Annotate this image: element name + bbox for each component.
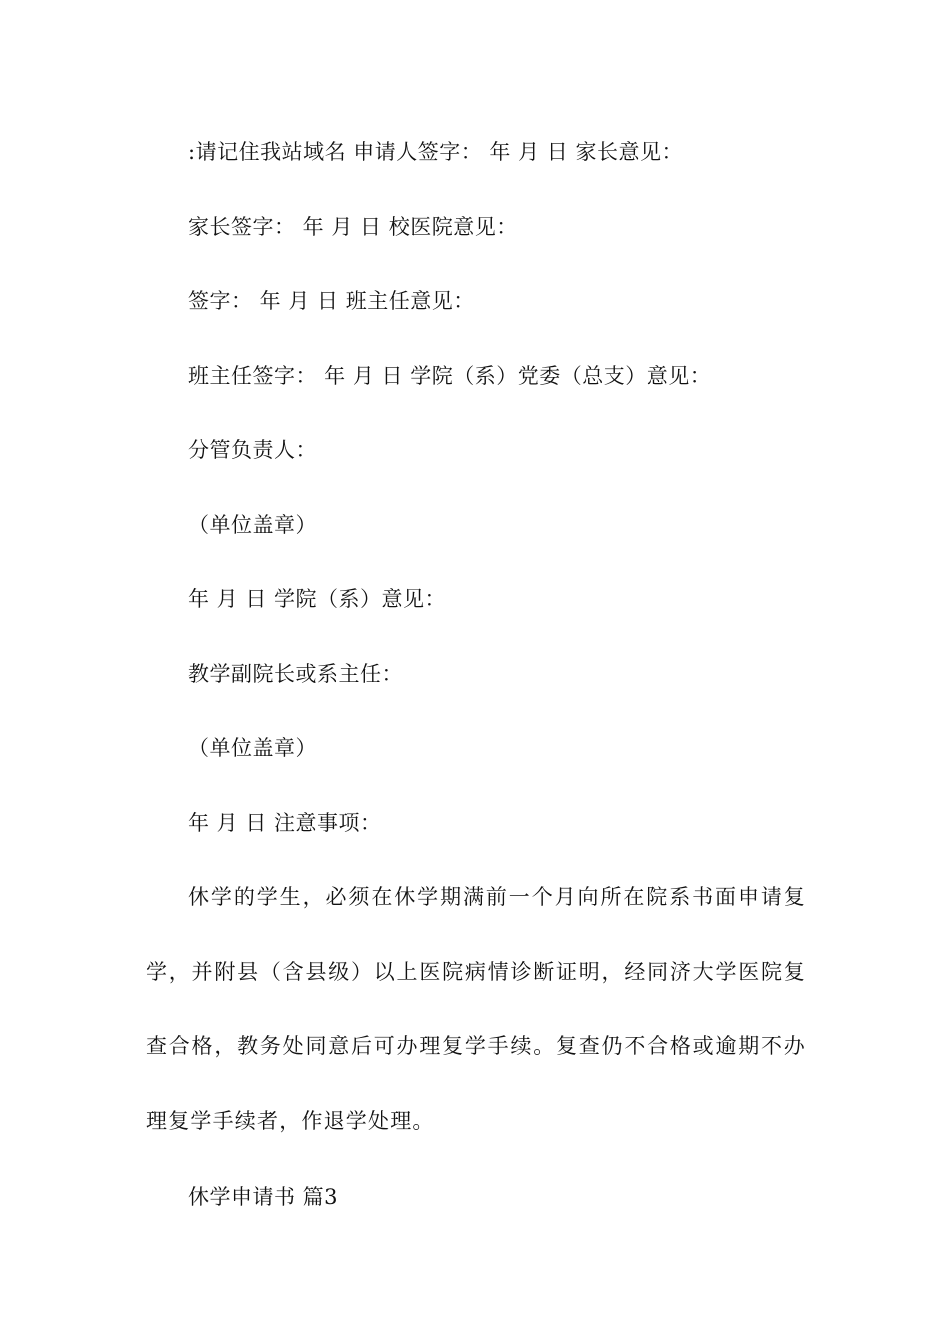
responsible-person-line: 分管负责人：	[188, 438, 317, 462]
date-college-opinion-line: 年 月 日 学院（系）意见：	[188, 587, 447, 611]
signature-line-clinic: 签字： 年 月 日 班主任意见：	[188, 289, 475, 313]
vice-dean-line: 教学副院长或系主任：	[188, 662, 403, 686]
signature-line-head-teacher: 班主任签字： 年 月 日 学院（系）党委（总支）意见：	[188, 364, 712, 388]
unit-seal-line: （单位盖章）	[188, 513, 317, 537]
unit-seal-line-2: （单位盖章）	[188, 736, 317, 760]
date-notes-line: 年 月 日 注意事项：	[188, 811, 382, 835]
section-title: 休学申请书 篇3	[188, 1185, 339, 1209]
signature-line-parent: 家长签字： 年 月 日 校医院意见：	[188, 215, 518, 239]
notes-paragraph: 休学的学生，必须在休学期满前一个月向所在院系书面申请复学，并附县（含县级）以上医院病情诊断证明，经同济大学医院复查合格，教务处同意后可办理复学手续。复查仍不合格或逾期不办理复学手续者，作退学处理。	[146, 885, 806, 1133]
signature-line-applicant: :请记住我站域名 申请人签字： 年 月 日 家长意见：	[188, 140, 683, 164]
